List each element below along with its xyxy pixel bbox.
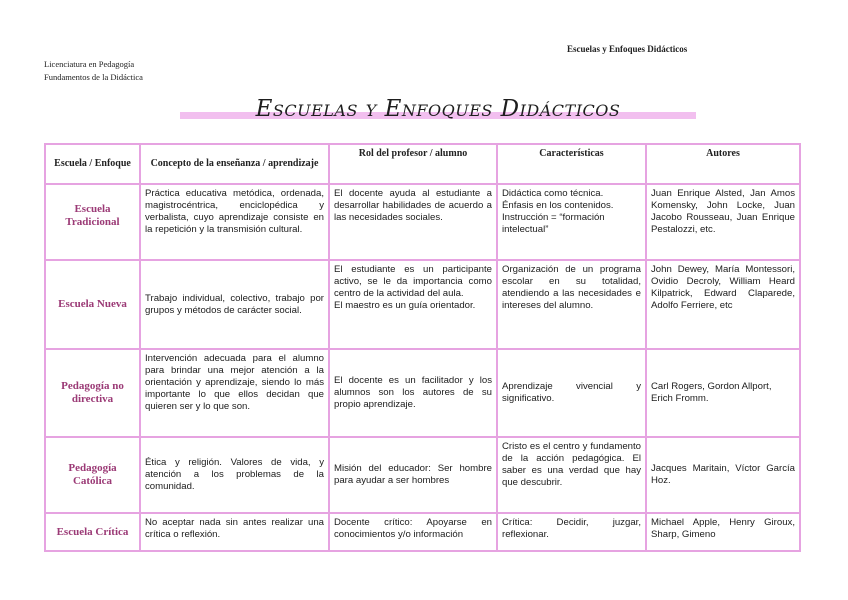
- escuela-cell: Escuela Nueva: [45, 260, 140, 349]
- page-title: Escuelas y Enfoques Didácticos: [255, 96, 621, 122]
- course-degree: Licenciatura en Pedagogía: [44, 59, 135, 69]
- concepto-cell: Práctica educativa metódica, ordenada, magistrocéntrica, enciclopédica y verbalista, cuyo aprendizaje consiste en la repetición y la transmisión cultural.: [140, 184, 329, 260]
- escuela-cell: Escuela Crítica: [45, 513, 140, 551]
- caracteristicas-cell: Cristo es el centro y fundamento de la acción pedagógica. El saber es una verdad que hay que descubrir.: [497, 437, 646, 513]
- concepto-cell: No aceptar nada sin antes realizar una crítica o reflexión.: [140, 513, 329, 551]
- col-header-autores: Autores: [646, 144, 800, 184]
- table-row: [45, 513, 800, 551]
- table-header-row: [45, 144, 800, 184]
- table-row: [45, 349, 800, 437]
- autores-cell: Juan Enrique Alsted, Jan Amos Komensky, John Locke, Juan Jacobo Rousseau, Juan Enrique Pestalozzi, etc.: [646, 184, 800, 260]
- course-subject: Fundamentos de la Didáctica: [44, 72, 143, 82]
- table-row: [45, 184, 800, 260]
- escuela-cell: Pedagogía no directiva: [45, 349, 140, 437]
- table-row: [45, 437, 800, 513]
- col-header-rol: Rol del profesor / alumno: [329, 144, 497, 184]
- caracteristicas-cell: Didáctica como técnica. Énfasis en los contenidos. Instrucción = “formación intelectual”: [497, 184, 646, 260]
- col-header-caracteristicas: Características: [497, 144, 646, 184]
- concepto-cell: Ética y religión. Valores de vida, y atención a los problemas de la comunidad.: [140, 437, 329, 513]
- autores-cell: Michael Apple, Henry Giroux, Sharp, Gimeno: [646, 513, 800, 551]
- rol-cell: Misión del educador: Ser hombre para ayudar a ser hombres: [329, 437, 497, 513]
- escuela-cell: Pedagogía Católica: [45, 437, 140, 513]
- autores-cell: Jacques Maritain, Víctor García Hoz.: [646, 437, 800, 513]
- concepto-cell: Intervención adecuada para el alumno para brindar una mejor atención a la orientación y aprendizaje, siendo lo más importante lo que ellos decidan que quieren ser y lo que son.: [140, 349, 329, 437]
- escuela-cell: Escuela Tradicional: [45, 184, 140, 260]
- schools-table: [44, 143, 801, 552]
- rol-cell: Docente crítico: Apoyarse en conocimientos y/o información: [329, 513, 497, 551]
- rol-cell: El docente es un facilitador y los alumnos son los autores de su propio aprendizaje.: [329, 349, 497, 437]
- rol-cell: El docente ayuda al estudiante a desarrollar habilidades de acuerdo a las necesidades sociales.: [329, 184, 497, 260]
- caracteristicas-cell: Aprendizaje vivencial y significativo.: [497, 349, 646, 437]
- course-info: [44, 58, 143, 84]
- table-row: [45, 260, 800, 349]
- col-header-escuela: Escuela / Enfoque: [45, 144, 140, 184]
- rol-cell: El estudiante es un participante activo, se le da importancia como centro de la actividad del aula. El maestro es un guía orientador.: [329, 260, 497, 349]
- concepto-cell: Trabajo individual, colectivo, trabajo por grupos y métodos de carácter social.: [140, 260, 329, 349]
- autores-cell: Carl Rogers, Gordon Allport, Erich Fromm.: [646, 349, 800, 437]
- autores-cell: John Dewey, María Montessori, Ovidio Decroly, William Heard Kilpatrick, Edward Claparede, Adolfo Ferriere, etc: [646, 260, 800, 349]
- caracteristicas-cell: Organización de un programa escolar en su totalidad, atendiendo a las necesidades e intereses del alumno.: [497, 260, 646, 349]
- col-header-concepto: Concepto de la enseñanza / aprendizaje: [140, 144, 329, 184]
- running-header-title: Escuelas y Enfoques Didácticos: [567, 44, 688, 54]
- caracteristicas-cell: Crítica: Decidir, juzgar, reflexionar.: [497, 513, 646, 551]
